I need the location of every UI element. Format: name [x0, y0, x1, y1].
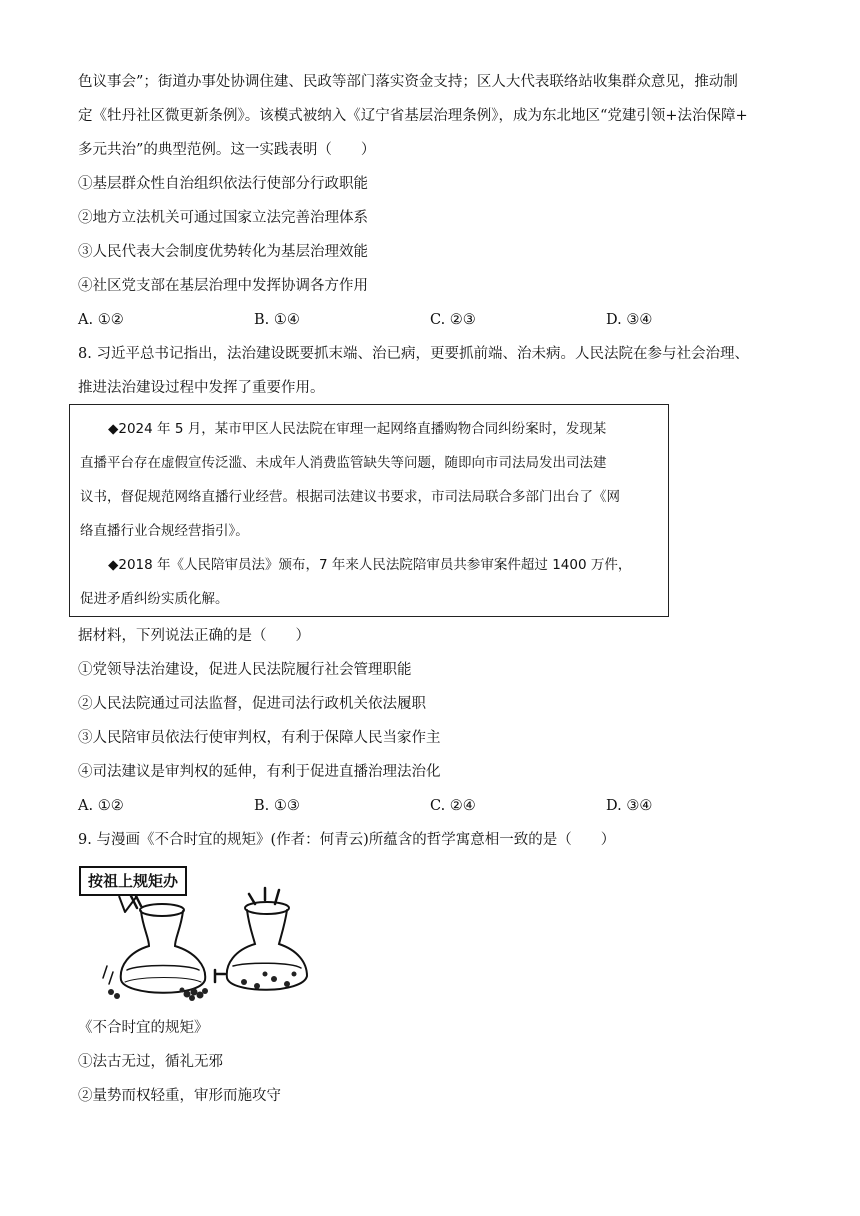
q7-text-line-1: 色议事会”；街道办事处协调住建、民政等部门落实资金支持；区人大代表联络站收集群众意见，推动制 [78, 74, 738, 90]
q9-statement-2: ②量势而权轻重，审形而施攻守 [78, 1088, 281, 1104]
q7-option-b[interactable]: B. ①④ [254, 312, 300, 328]
q8-text-line-2: 推进法治建设过程中发挥了重要作用。 [78, 380, 325, 396]
q7-text-line-2: 定《牡丹社区微更新条例》。该模式被纳入《辽宁省基层治理条例》，成为东北地区“党建引领+法治保障+ [78, 108, 748, 124]
q8-stem: 据材料，下列说法正确的是（ ） [78, 628, 310, 644]
q9-text-line-1: 9. 与漫画《不合时宜的规矩》(作者：何青云)所蕴含的哲学寓意相一致的是（ ） [78, 832, 616, 848]
q8-statement-2: ②人民法院通过司法监督，促进司法行政机关依法履职 [78, 696, 426, 712]
q8-statement-4: ④司法建议是审判权的延伸，有利于促进直播治理法治化 [78, 764, 441, 780]
cartoon-illustration [79, 866, 309, 1006]
spilled-beans [108, 988, 208, 1002]
q7-option-c[interactable]: C. ②③ [430, 312, 476, 328]
q8-material-line-4: 络直播行业合规经营指引》。 [80, 523, 249, 539]
q7-statement-4: ④社区党支部在基层治理中发挥协调各方作用 [78, 278, 368, 294]
q7-option-d[interactable]: D. ③④ [606, 312, 653, 328]
q8-material-line-5: ◆2018 年《人民陪审员法》颁布，7 年来人民法院陪审员共参审案件超过 1400 万件， [108, 557, 632, 573]
cartoon-caption: 《不合时宜的规矩》 [78, 1020, 209, 1036]
q7-text-line-3: 多元共治”的典型范例。这一实践表明（ ） [78, 142, 376, 158]
q8-material-box [69, 404, 669, 617]
q7-statement-1: ①基层群众性自治组织依法行使部分行政职能 [78, 176, 368, 192]
q8-option-d[interactable]: D. ③④ [606, 798, 653, 814]
q8-option-a[interactable]: A. ①② [78, 798, 124, 814]
q8-statement-3: ③人民陪审员依法行使审判权，有利于保障人民当家作主 [78, 730, 441, 746]
q9-statement-1: ①法古无过，循礼无邪 [78, 1054, 223, 1070]
q8-material-line-3: 议书，督促规范网络直播行业经营。根据司法建议书要求，市司法局联合多部门出台了《网 [80, 489, 620, 505]
q7-statement-3: ③人民代表大会制度优势转化为基层治理效能 [78, 244, 368, 260]
q8-material-line-2: 直播平台存在虚假宣传泛滥、未成年人消费监管缺失等问题，随即向市司法局发出司法建 [80, 455, 607, 471]
q7-statement-2: ②地方立法机关可通过国家立法完善治理体系 [78, 210, 368, 226]
q8-option-b[interactable]: B. ①③ [254, 798, 300, 814]
q8-material-line-6: 促进矛盾纠纷实质化解。 [80, 591, 229, 607]
q7-option-a[interactable]: A. ①② [78, 312, 124, 328]
q8-statement-1: ①党领导法治建设，促进人民法院履行社会管理职能 [78, 662, 412, 678]
speech-bubble: 按祖上规矩办 [79, 866, 187, 896]
q8-option-c[interactable]: C. ②④ [430, 798, 476, 814]
q8-material-line-1: ◆2024 年 5 月，某市甲区人民法院在审理一起网络直播购物合同纠纷案时，发现某 [108, 421, 607, 437]
q8-text-line-1: 8. 习近平总书记指出，法治建设既要抓末端、治已病，更要抓前端、治未病。人民法院在参与社会治理、 [78, 346, 749, 362]
